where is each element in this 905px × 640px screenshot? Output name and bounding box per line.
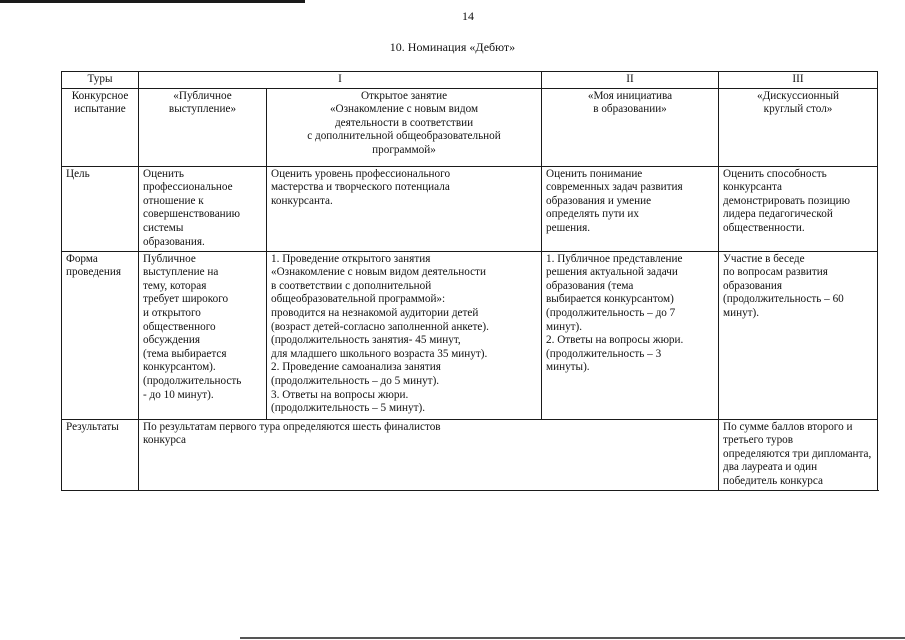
cell-goal-label: Цель bbox=[62, 166, 139, 251]
scan-edge-top bbox=[0, 0, 305, 3]
cell-goal-2: Оценить уровень профессионального мастерства и творческого потенциала конкурсанта. bbox=[267, 166, 542, 251]
table-row-goal bbox=[62, 166, 878, 251]
table-row-tours bbox=[62, 72, 878, 89]
cell-tour-3: III bbox=[719, 72, 878, 89]
table-row-contest bbox=[62, 88, 878, 166]
cell-goal-4: Оценить способность конкурсанта демонстрировать позицию лидера педагогической общественности. bbox=[719, 166, 878, 251]
cell-form-1: Публичное выступление на тему, которая требует широкого и открытого общественного обсуждения (тема выбирается конкурсантом). (продолжительность - до 10 минут). bbox=[139, 251, 267, 419]
cell-results-1: По результатам первого тура определяются шесть финалистов конкурса bbox=[139, 419, 719, 490]
cell-contest-3: «Моя инициатива в образовании» bbox=[542, 88, 719, 166]
cell-tours-label: Туры bbox=[62, 72, 139, 89]
scan-edge-bottom bbox=[240, 637, 905, 639]
table-row-form bbox=[62, 251, 878, 419]
cell-goal-3: Оценить понимание современных задач развития образования и умение определять пути их решения. bbox=[542, 166, 719, 251]
nomination-table bbox=[61, 71, 878, 491]
cell-form-2: 1. Проведение открытого занятия «Ознакомление с новым видом деятельности в соответствии с дополнительной общеобразовательной программой»: проводится на незнакомой аудитории детей (возраст детей-согласно заполненной анкете). (продолжительность занятия- 45 минут, для младшего школьного возраста 35 минут). 2. Проведение самоанализа занятия (продолжительность – до 5 минут). 3. Ответы на вопросы жюри. (продолжительность – 5 минут). bbox=[267, 251, 542, 419]
cell-tour-1: I bbox=[139, 72, 542, 89]
table-row-results bbox=[62, 419, 878, 490]
cell-form-3: 1. Публичное представление решения актуальной задачи образования (тема выбирается конкурсантом) (продолжительность – до 7 минут). 2. Ответы на вопросы жюри. (продолжительность – 3 минуты). bbox=[542, 251, 719, 419]
cell-form-label: Форма проведения bbox=[62, 251, 139, 419]
page-number: 14 bbox=[462, 9, 474, 23]
cell-contest-4: «Дискуссионный круглый стол» bbox=[719, 88, 878, 166]
cell-contest-1: «Публичное выступление» bbox=[139, 88, 267, 166]
cell-contest-2: Открытое занятие «Ознакомление с новым видом деятельности в соответствии с дополнительной общеобразовательной программой» bbox=[267, 88, 542, 166]
cell-results-label: Результаты bbox=[62, 419, 139, 490]
cell-form-4: Участие в беседе по вопросам развития образования (продолжительность – 60 минут). bbox=[719, 251, 878, 419]
cell-tour-2: II bbox=[542, 72, 719, 89]
page-title: 10. Номинация «Дебют» bbox=[389, 40, 516, 54]
cell-results-2: По сумме баллов второго и третьего туров определяются три дипломанта, два лауреата и один победитель конкурса bbox=[719, 419, 878, 490]
cell-goal-1: Оценить профессиональное отношение к совершенствованию системы образования. bbox=[139, 166, 267, 251]
cell-contest-label: Конкурсное испытание bbox=[62, 88, 139, 166]
